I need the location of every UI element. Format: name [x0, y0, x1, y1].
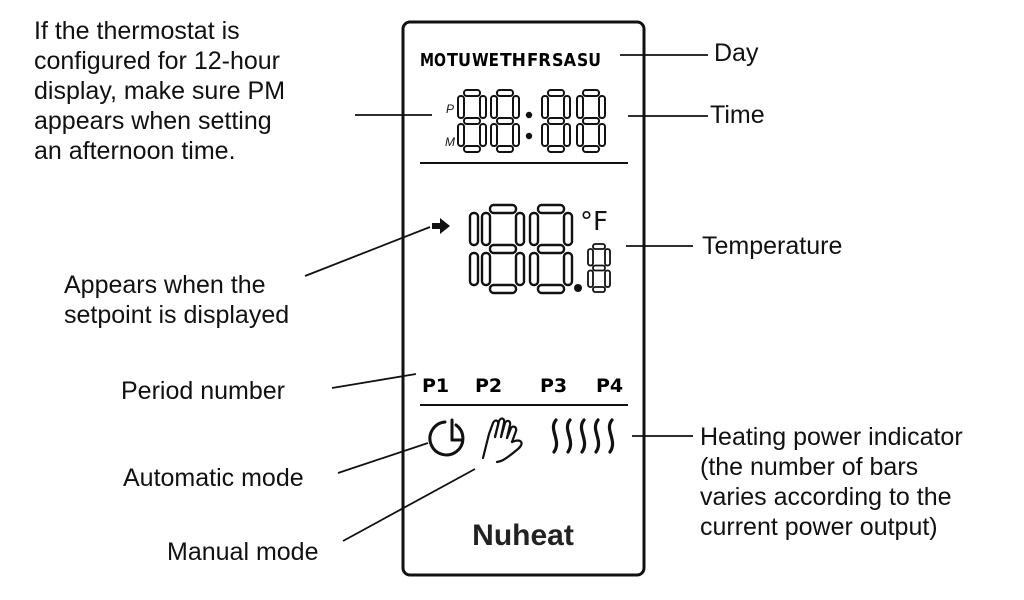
leader-line-manual — [343, 469, 475, 541]
setpoint-note: Appears when the setpoint is displayed — [64, 271, 290, 329]
setpoint-arrow-icon — [432, 218, 450, 234]
digit-segment — [497, 118, 513, 124]
digit-segment — [583, 118, 599, 124]
seven-segment-digit — [458, 90, 486, 152]
brand-logo: Nuheat — [472, 519, 574, 552]
seven-segment-digit — [530, 205, 572, 293]
digit-segment — [583, 90, 599, 96]
heat-bar-icon — [609, 420, 612, 452]
digit-segment — [464, 146, 480, 152]
day-label: TU — [447, 50, 471, 71]
digit-segment — [548, 118, 564, 124]
heating-power-bars — [553, 420, 612, 452]
heating-power-note: Heating power indicator (the number of bars varies according to the current power output) — [700, 423, 963, 541]
period-number-label: Period number — [121, 377, 285, 405]
temperature-decimal-point — [574, 284, 582, 292]
digit-segment — [599, 124, 605, 146]
digit-segment — [516, 253, 524, 285]
hand-icon — [483, 419, 522, 462]
digit-segment — [577, 124, 583, 146]
digit-segment — [513, 124, 519, 146]
day-label: SA — [552, 50, 577, 71]
period-label: P3 — [540, 375, 568, 397]
digit-segment — [482, 253, 490, 285]
digit-segment — [516, 213, 524, 245]
day-row — [420, 50, 601, 71]
digit-segment — [513, 96, 519, 118]
seven-segment-digit — [588, 244, 610, 292]
seven-segment-digit — [577, 90, 605, 152]
device-frame — [403, 22, 644, 575]
digit-segment — [605, 271, 610, 288]
automatic-mode-label: Automatic mode — [123, 464, 304, 492]
pm-indicator-p: P — [446, 102, 455, 116]
manual-mode-label: Manual mode — [167, 538, 319, 566]
digit-segment — [464, 90, 480, 96]
digit-segment — [480, 96, 486, 118]
digit-segment — [470, 213, 478, 245]
period-row — [422, 375, 623, 397]
heat-bar-icon — [581, 420, 584, 452]
digit-segment — [542, 124, 548, 146]
temperature-unit: °F — [580, 207, 608, 237]
time-label-callout: Time — [710, 101, 765, 129]
time-colon-dot — [526, 133, 532, 139]
pm-indicator-m: M — [445, 135, 455, 149]
period-label: P4 — [596, 375, 624, 397]
clock-icon — [430, 420, 463, 455]
temperature-label-callout: Temperature — [702, 232, 843, 260]
heat-bar-icon — [567, 420, 570, 452]
digit-segment — [490, 205, 516, 213]
digit-segment — [588, 249, 593, 266]
seven-segment-digit — [542, 90, 570, 152]
digit-segment — [593, 266, 605, 271]
digit-segment — [583, 146, 599, 152]
time-digits — [458, 90, 605, 152]
digit-segment — [470, 253, 478, 285]
digit-segment — [564, 124, 570, 146]
day-label-callout: Day — [714, 39, 759, 67]
digit-segment — [530, 253, 538, 285]
digit-segment — [593, 287, 605, 292]
seven-segment-digit — [482, 205, 524, 293]
digit-segment — [538, 285, 564, 293]
digit-segment — [491, 96, 497, 118]
period-label: P2 — [475, 375, 503, 397]
digit-segment — [599, 96, 605, 118]
digit-segment — [490, 285, 516, 293]
day-label: MO — [420, 50, 446, 71]
period-label: P1 — [422, 375, 450, 397]
leader-line-automatic — [338, 443, 428, 473]
digit-segment — [490, 245, 516, 253]
digit-segment — [530, 213, 538, 245]
temperature-digits — [470, 205, 572, 293]
leader-lines — [305, 55, 708, 541]
digit-segment — [480, 124, 486, 146]
digit-segment — [538, 245, 564, 253]
day-label: TH — [500, 50, 526, 71]
day-label: SU — [577, 50, 601, 71]
temperature-decimal-digit — [588, 244, 610, 292]
digit-segment — [605, 249, 610, 266]
leader-line-setpoint — [305, 227, 430, 276]
heat-bar-icon — [553, 420, 556, 452]
seven-segment-digit — [470, 213, 478, 285]
digit-segment — [464, 118, 480, 124]
digit-segment — [497, 146, 513, 152]
time-colon-dot — [526, 112, 532, 118]
digit-segment — [482, 213, 490, 245]
digit-segment — [564, 253, 572, 285]
digit-segment — [593, 244, 605, 249]
digit-segment — [538, 205, 564, 213]
digit-segment — [548, 90, 564, 96]
digit-segment — [542, 96, 548, 118]
heat-bar-icon — [595, 420, 598, 452]
pm-note: If the thermostat is configured for 12-hour display, make sure PM appears when setting an afternoon time. — [34, 17, 286, 165]
digit-segment — [458, 96, 464, 118]
digit-segment — [548, 146, 564, 152]
day-label: FR — [527, 50, 552, 71]
seven-segment-digit — [491, 90, 519, 152]
day-label: WE — [472, 50, 499, 71]
time-display — [445, 90, 605, 152]
digit-segment — [497, 90, 513, 96]
digit-segment — [577, 96, 583, 118]
digit-segment — [564, 96, 570, 118]
digit-segment — [491, 124, 497, 146]
digit-segment — [458, 124, 464, 146]
digit-segment — [564, 213, 572, 245]
digit-segment — [588, 271, 593, 288]
